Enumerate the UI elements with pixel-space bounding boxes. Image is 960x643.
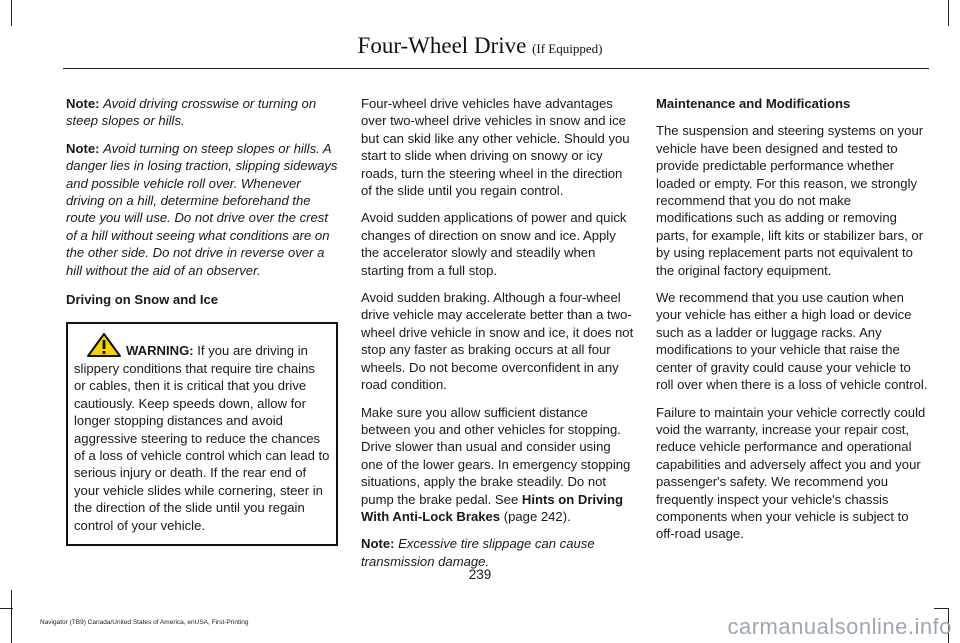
note-text: Excessive tire slippage can cause transmission damage. bbox=[361, 536, 595, 569]
paragraph-caution-load: We recommend that you use caution when your vehicle has either a high load or device such as a ladder or luggage racks. Any modifications to your vehicle that raise the center of gravity could cause your vehicle to roll over when there is a loss of vehicle control. bbox=[656, 290, 928, 393]
header-subtitle: (If Equipped) bbox=[532, 41, 603, 56]
section-heading-maintenance: Maintenance and Modifications bbox=[656, 96, 851, 111]
note-turning bbox=[66, 140, 338, 279]
note-slippage bbox=[361, 535, 634, 570]
page-reference: (page 242). bbox=[503, 508, 571, 524]
cross-reference-link[interactable]: Hints on Driving With Anti-Lock Brakes bbox=[361, 491, 623, 524]
note-text: Avoid turning on steep slopes or hills. A danger lies in losing traction, slipping sideways and possible vehicle roll over. Whenever driving on a hill, determine beforehand the route you will use. Do not drive over the crest of a hill without seeing what conditions are on the other side. Do not drive in reverse over a hill without the aid of an observer. bbox=[66, 140, 338, 278]
warning-text: If you are driving in slippery conditions that require tire chains or cables, then it is critical that you drive cautiously. Keep speeds down, allow for longer stopping distances and avoid aggressive steering to reduce the chances of a loss of vehicle control which can lead to serious injury or death. If the rear end of your vehicle slides while cornering, steer in the direction of the slide until you regain control of your vehicle. bbox=[74, 343, 330, 533]
warning-box bbox=[66, 322, 338, 545]
page-number: 239 bbox=[468, 567, 492, 582]
paragraph-stopping-distance bbox=[361, 404, 634, 526]
paragraph-sudden-power: Avoid sudden applications of power and quick changes of direction on snow and ice. Apply the accelerator slowly and steadily when starting from a full stop. bbox=[361, 210, 627, 278]
note-label: Note: bbox=[361, 536, 395, 552]
column-right bbox=[656, 95, 928, 553]
crop-mark-top-right-v bbox=[948, 0, 949, 26]
footer-print-info: Navigator (TB9) Canada/United States of America, enUSA, First-Printing bbox=[40, 619, 249, 626]
column-left bbox=[66, 95, 338, 546]
paragraph-failure-maintain: Failure to maintain your vehicle correctly could void the warranty, increase your repair cost, reduce vehicle performance and operational capabilities and adversely affect you and your passenger's safety. We recommend you frequently inspect your vehicle's chassis components when your vehicle is subject to off-road usage. bbox=[656, 404, 926, 542]
note-crosswise bbox=[66, 95, 338, 130]
crop-mark-top-left-v bbox=[11, 0, 12, 26]
warning-label: WARNING: bbox=[126, 343, 194, 359]
paragraph-advantages: Four-wheel drive vehicles have advantages over two-wheel drive vehicles in snow and ice but can skid like any other vehicle. Should you start to slide when driving on snowy or icy roads, turn the steering wheel in the direction of the slide until you regain control. bbox=[361, 96, 630, 199]
crop-mark-bottom-right-h bbox=[934, 608, 948, 609]
paragraph-sudden-braking: Avoid sudden braking. Although a four-wheel drive vehicle may accelerate better than a two-wheel drive vehicle in snow and ice, it does not stop any faster as braking occurs at all four wheels. Do not become overconfident in any road condition. bbox=[361, 290, 634, 393]
crop-mark-bottom-left-h bbox=[0, 608, 13, 609]
note-label: Note: bbox=[66, 140, 100, 156]
note-text: Avoid driving crosswise or turning on steep slopes or hills. bbox=[66, 96, 317, 129]
column-middle bbox=[361, 95, 634, 580]
crop-mark-bottom-left-v bbox=[11, 590, 12, 643]
paragraph-text: Make sure you allow sufficient distance between you and other vehicles for stopping. Drive slower than usual and consider using one of the lower gears. In emergency stopping situations, apply the brake steadily. Do not pump the brake pedal. See bbox=[361, 404, 631, 507]
note-label: Note: bbox=[66, 96, 100, 111]
section-heading-snow-ice: Driving on Snow and Ice bbox=[66, 292, 219, 308]
warning-triangle-icon bbox=[86, 332, 122, 356]
watermark-logo: carmanualsonline.info bbox=[727, 614, 952, 639]
header-title-text: Four-Wheel Drive bbox=[357, 33, 527, 58]
header-rule bbox=[63, 68, 929, 69]
page-header-title bbox=[0, 33, 960, 59]
paragraph-suspension: The suspension and steering systems on your vehicle have been designed and tested to provide predictable performance whether loaded or empty. For this reason, we strongly recommend that you do not make modifications such as adding or removing parts, for example, lift kits or stabilizer bars, or by using replacement parts not equivalent to the original factory equipment. bbox=[656, 123, 924, 278]
